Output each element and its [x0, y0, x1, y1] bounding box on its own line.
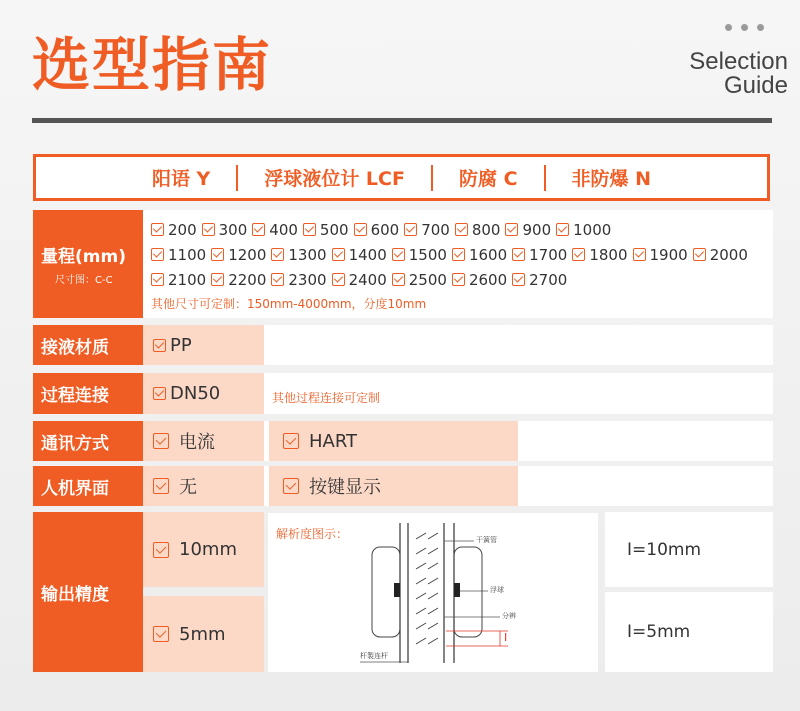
comm-option-hart-text: HART: [309, 430, 358, 452]
code-corrosion: 防腐 C: [458, 168, 518, 190]
range-option-text: 1100: [168, 245, 207, 264]
range-option-text: 2600: [468, 270, 508, 289]
hmi-option-keypad-text: 按键显示: [309, 477, 381, 498]
accuracy-option-5mm[interactable]: [143, 596, 264, 672]
float-diagram-svg: [268, 513, 598, 672]
checkbox-icon: [252, 223, 265, 236]
checkbox-icon: [283, 433, 299, 449]
checkbox-icon: [332, 273, 345, 286]
range-option-2100[interactable]: [151, 271, 206, 289]
connection-row: [33, 373, 773, 414]
diagram-label-rod: 杆製连杆: [360, 652, 388, 660]
range-option-text: 2700: [529, 270, 568, 289]
range-option-1600[interactable]: [452, 246, 507, 264]
accuracy-label: [33, 512, 143, 672]
accuracy-result-10mm-text: I=10mm: [627, 539, 702, 560]
range-option-text: 2100: [168, 270, 207, 289]
hmi-option-none-text: 无: [179, 477, 197, 498]
connection-note-cell: [264, 373, 773, 414]
resolution-diagram: [268, 513, 598, 672]
range-option-text: 1400: [348, 245, 387, 264]
checkbox-icon: [303, 223, 316, 236]
diagram-caption: 解析度图示：: [276, 527, 349, 541]
diagram-label-reed: 干簧管: [476, 536, 497, 544]
range-option-text: 1900: [649, 245, 688, 264]
diagram-label-step: 分辨: [502, 612, 516, 620]
range-option-1100[interactable]: [151, 246, 206, 264]
range-option-1500[interactable]: [392, 246, 447, 264]
hmi-label: 人机界面: [33, 466, 143, 506]
checkbox-icon: [512, 273, 525, 286]
range-option-1200[interactable]: [211, 246, 266, 264]
checkbox-icon: [572, 248, 585, 261]
hmi-blank: [518, 466, 773, 506]
range-option-300[interactable]: [202, 221, 248, 239]
range-option-800[interactable]: [455, 221, 501, 239]
material-row: [33, 325, 773, 365]
connection-label: 过程连接: [33, 373, 143, 414]
code-product: 浮球液位计 LCF: [264, 168, 405, 190]
hmi-row: [33, 466, 773, 506]
dot-icon: [725, 24, 732, 31]
range-option-text: 2400: [348, 270, 387, 289]
range-option-text: 2500: [408, 270, 447, 289]
range-sublabel: 尺寸图：C-C: [55, 275, 113, 286]
checkbox-icon: [693, 248, 706, 261]
checkbox-icon: [211, 273, 224, 286]
range-option-text: 2000: [709, 245, 748, 264]
comm-option-hart[interactable]: [269, 421, 518, 461]
range-line-2: [151, 242, 773, 267]
checkbox-icon: [151, 273, 164, 286]
accuracy-option-5mm-text: 5mm: [179, 623, 226, 645]
accuracy-option-10mm-text: 10mm: [179, 539, 237, 560]
connection-option[interactable]: [143, 373, 264, 414]
range-option-text: 200: [168, 220, 197, 239]
range-option-2200[interactable]: [211, 271, 266, 289]
material-blank: [264, 325, 773, 365]
comm-label: 通讯方式: [33, 421, 143, 461]
range-option-500[interactable]: [303, 221, 349, 239]
range-option-700[interactable]: [404, 221, 450, 239]
checkbox-icon: [354, 223, 367, 236]
page-title: 选型指南: [32, 31, 273, 99]
checkbox-icon: [283, 478, 299, 494]
diagram-label-i: I: [504, 631, 508, 644]
range-option-2500[interactable]: [392, 271, 447, 289]
comm-option-current[interactable]: [143, 421, 264, 461]
range-option-text: 300: [218, 220, 248, 239]
range-option-text: 800: [471, 220, 501, 239]
checkbox-icon: [556, 223, 569, 236]
range-option-text: 600: [370, 220, 400, 239]
range-option-text: 1600: [468, 245, 508, 264]
decorative-dots: [725, 24, 764, 31]
range-label: [33, 210, 143, 318]
range-option-1400[interactable]: [332, 246, 387, 264]
range-row: [33, 210, 773, 318]
range-option-text: 1000: [573, 220, 612, 239]
checkbox-icon: [153, 387, 166, 400]
material-option[interactable]: [143, 325, 264, 365]
checkbox-icon: [633, 248, 646, 261]
model-code-bar: [33, 154, 770, 201]
connection-note: 其他过程连接可定制: [272, 391, 381, 405]
header-divider: [32, 118, 772, 123]
range-option-text: 2200: [228, 270, 267, 289]
range-option-text: 400: [269, 220, 298, 239]
range-option-text: 1700: [529, 245, 568, 264]
checkbox-icon: [452, 273, 465, 286]
hmi-option-keypad[interactable]: [269, 466, 518, 506]
range-options: [143, 210, 773, 318]
range-option-1300[interactable]: [271, 246, 326, 264]
range-option-400[interactable]: [252, 221, 298, 239]
range-option-1900[interactable]: [633, 246, 688, 264]
checkbox-icon: [153, 478, 169, 494]
range-option-1000[interactable]: [556, 221, 611, 239]
checkbox-icon: [455, 223, 468, 236]
connection-option-text: DN50: [170, 383, 221, 404]
english-title-line1: Selection: [689, 48, 788, 75]
hmi-option-none[interactable]: [143, 466, 264, 506]
range-option-text: 700: [421, 220, 450, 239]
checkbox-icon: [153, 433, 169, 449]
checkbox-icon: [404, 223, 417, 236]
range-option-text: 2300: [288, 270, 327, 289]
range-option-200[interactable]: [151, 221, 197, 239]
range-option-2600[interactable]: [452, 271, 507, 289]
english-title: [689, 50, 788, 98]
checkbox-icon: [153, 339, 166, 352]
range-option-text: 1200: [228, 245, 267, 264]
checkbox-icon: [452, 248, 465, 261]
checkbox-icon: [332, 248, 345, 261]
material-option-text: PP: [170, 334, 192, 356]
checkbox-icon: [271, 248, 284, 261]
checkbox-icon: [151, 248, 164, 261]
range-option-text: 500: [319, 220, 349, 239]
range-label-text: 量程(mm): [41, 247, 126, 267]
accuracy-option-10mm[interactable]: [143, 512, 264, 587]
checkbox-icon: [271, 273, 284, 286]
diagram-label-float: 浮球: [490, 586, 504, 594]
range-option-text: 1800: [589, 245, 628, 264]
checkbox-icon: [153, 542, 169, 558]
range-option-1700[interactable]: [512, 246, 567, 264]
range-option-900[interactable]: [505, 221, 551, 239]
checkbox-icon: [392, 248, 405, 261]
comm-row: [33, 421, 773, 461]
accuracy-label-text: 输出精度: [41, 584, 109, 605]
range-option-2000[interactable]: [693, 246, 748, 264]
dot-icon: [741, 24, 748, 31]
code-brand: 阳语 Y: [151, 168, 211, 190]
checkbox-icon: [505, 223, 518, 236]
range-option-2300[interactable]: [271, 271, 326, 289]
range-option-2400[interactable]: [332, 271, 387, 289]
dot-icon: [757, 24, 764, 31]
material-label: 接液材质: [33, 325, 143, 365]
accuracy-result-5mm: [605, 592, 773, 672]
range-option-text: 1500: [408, 245, 447, 264]
comm-option-current-text: 电流: [179, 432, 215, 453]
range-line-3: [151, 267, 773, 292]
checkbox-icon: [153, 626, 169, 642]
checkbox-icon: [512, 248, 525, 261]
checkbox-icon: [392, 273, 405, 286]
accuracy-result-10mm: [605, 512, 773, 587]
comm-blank: [518, 421, 773, 461]
accuracy-result-5mm-text: I=5mm: [627, 622, 691, 642]
checkbox-icon: [202, 223, 215, 236]
range-option-1800[interactable]: [572, 246, 627, 264]
range-option-text: 900: [522, 220, 552, 239]
english-title-line2: Guide: [723, 72, 788, 99]
range-line-1: [151, 217, 773, 242]
range-option-text: 1300: [288, 245, 327, 264]
checkbox-icon: [211, 248, 224, 261]
range-option-600[interactable]: [354, 221, 400, 239]
code-explosion: 非防爆 N: [571, 168, 652, 190]
checkbox-icon: [151, 223, 164, 236]
range-option-2700[interactable]: [512, 271, 567, 289]
range-note: 其他尺寸可定制：150mm-4000mm，分度10mm: [151, 297, 427, 311]
